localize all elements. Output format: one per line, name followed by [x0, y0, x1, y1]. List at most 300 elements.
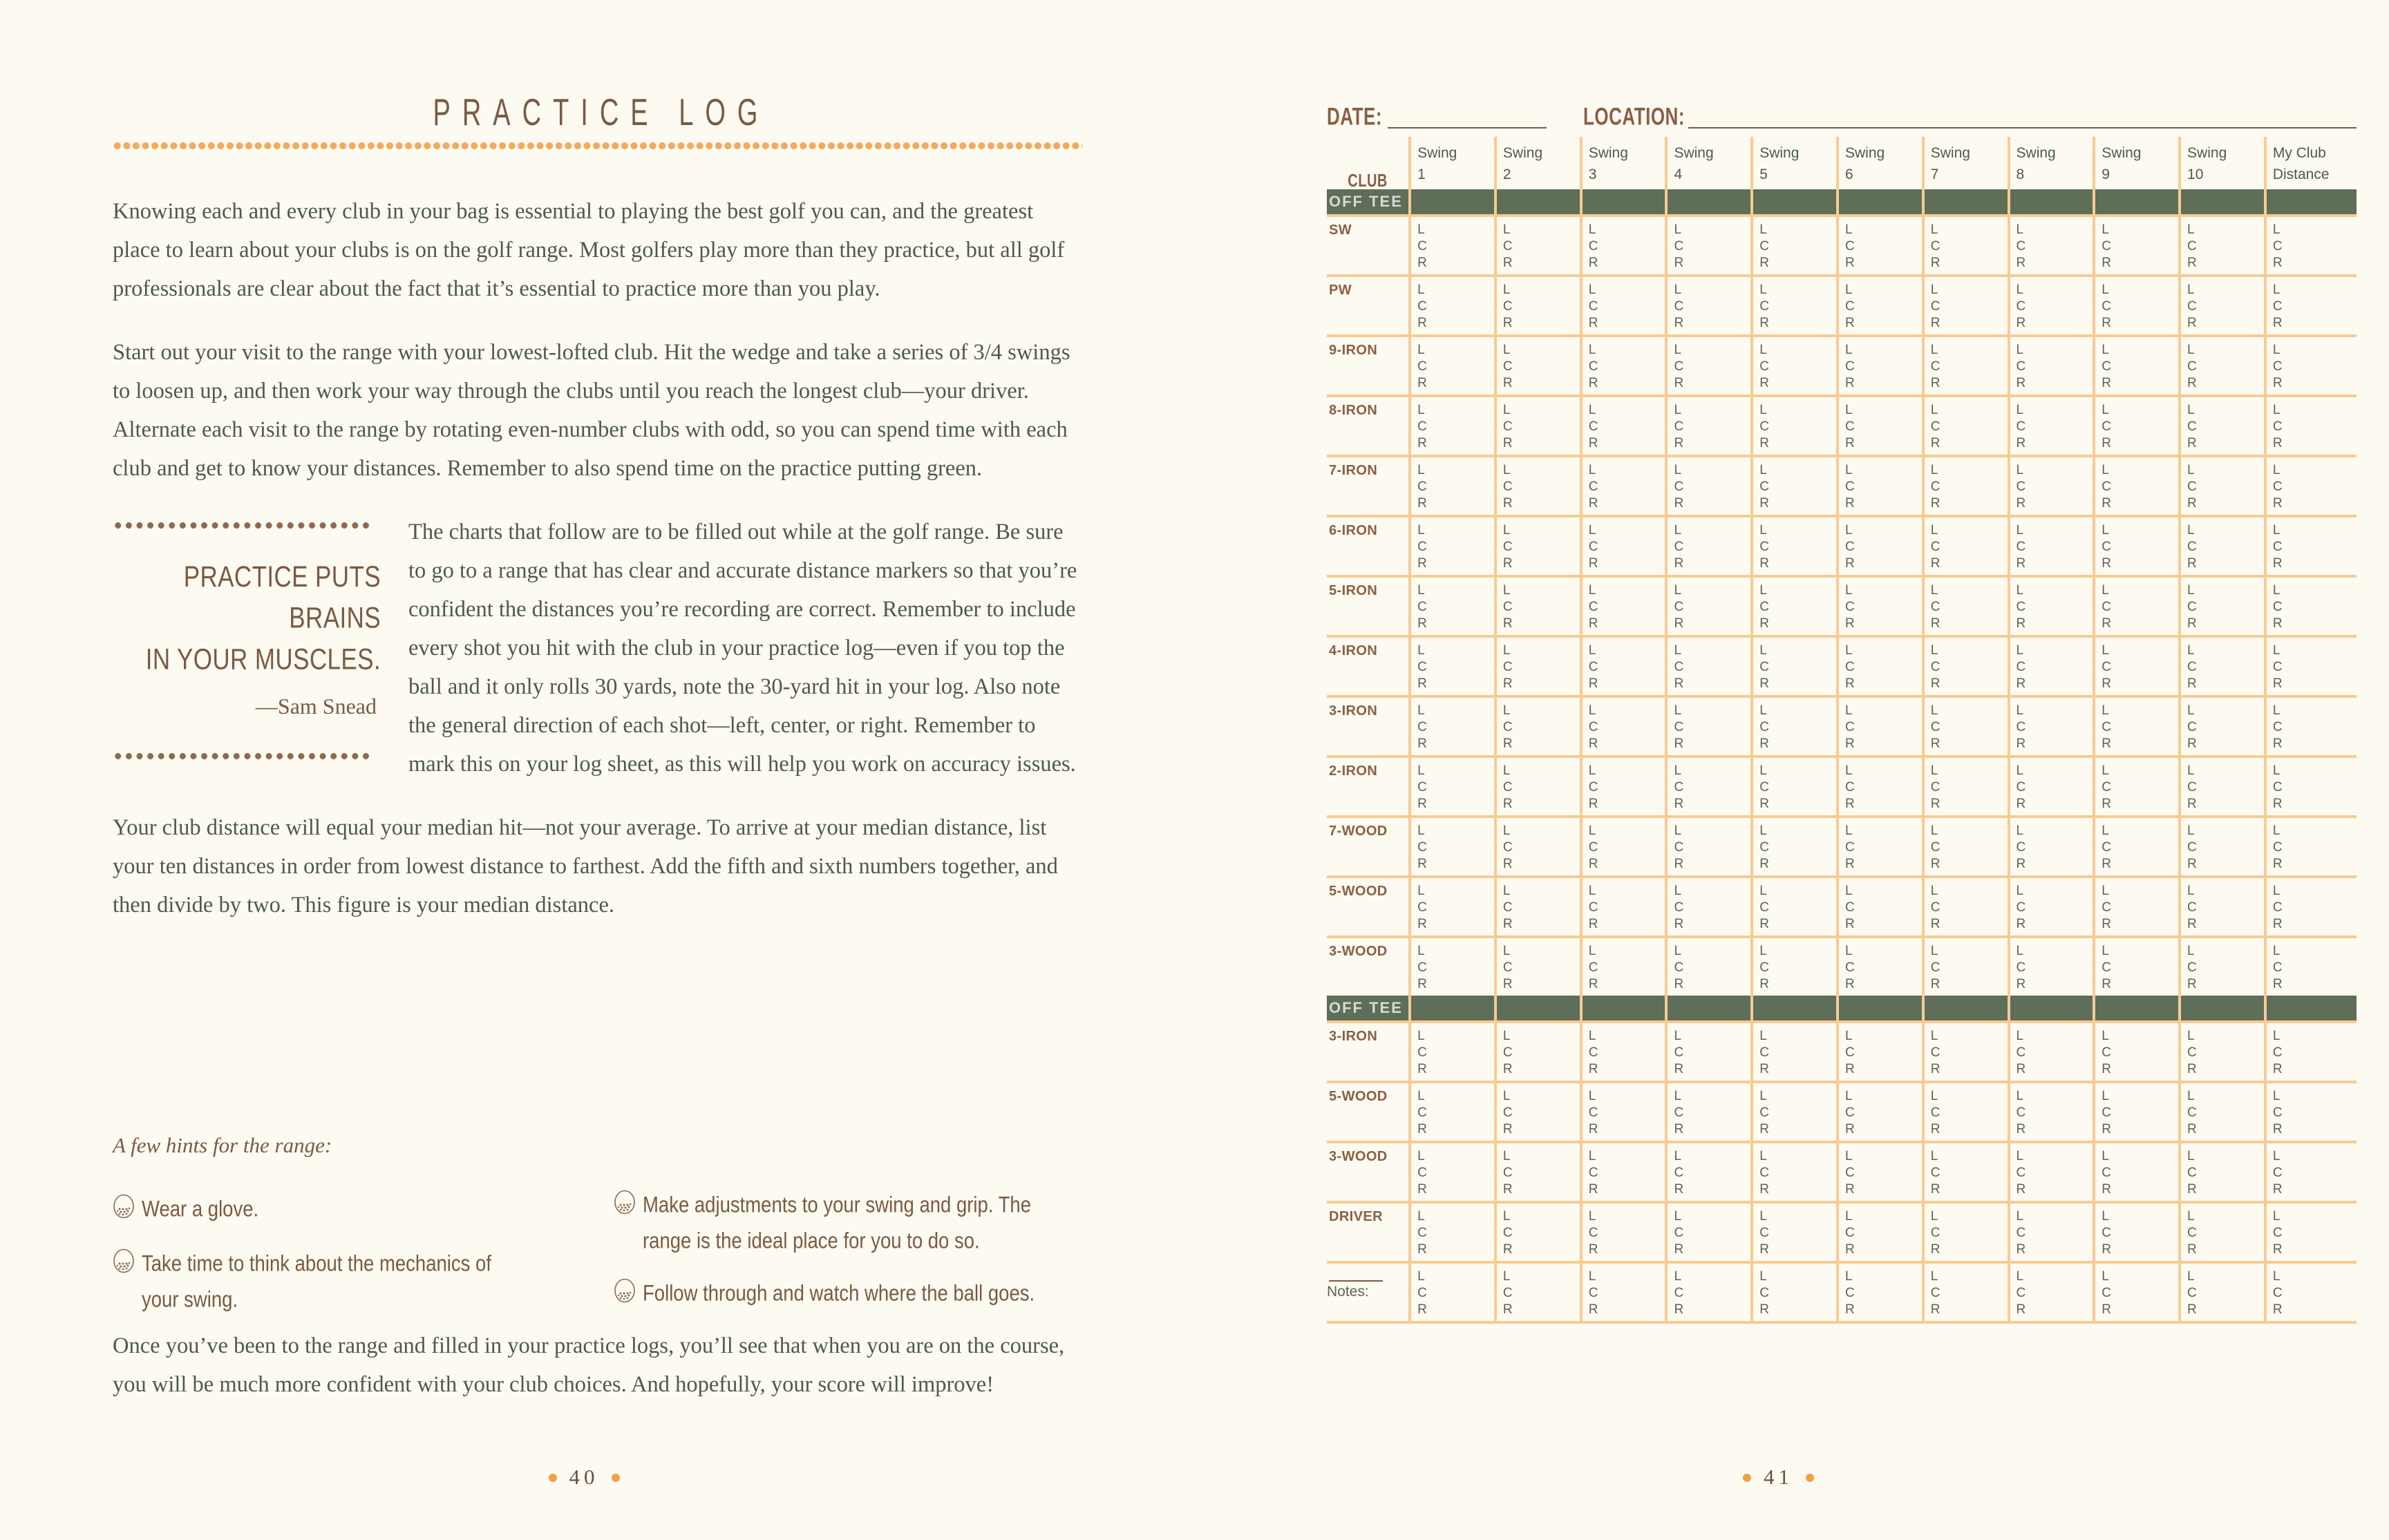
- direction-mark-l[interactable]: L: [2016, 222, 2024, 237]
- direction-mark-r[interactable]: R: [1417, 1182, 1427, 1197]
- direction-mark-c[interactable]: C: [1930, 840, 1941, 855]
- direction-mark-c[interactable]: C: [1417, 840, 1427, 855]
- direction-mark-c[interactable]: C: [1759, 780, 1769, 795]
- swing-entry-cell[interactable]: [1495, 757, 1581, 817]
- direction-mark-r[interactable]: R: [2016, 1302, 2026, 1317]
- direction-mark-r[interactable]: R: [1417, 917, 1427, 931]
- direction-mark-c[interactable]: C: [1588, 900, 1598, 915]
- direction-mark-r[interactable]: R: [2187, 977, 2197, 991]
- swing-entry-cell[interactable]: [1410, 1142, 1495, 1202]
- swing-entry-cell[interactable]: [1495, 877, 1581, 937]
- direction-mark-r[interactable]: R: [1674, 977, 1684, 991]
- direction-mark-r[interactable]: R: [2102, 616, 2112, 631]
- direction-mark-c[interactable]: C: [1588, 960, 1598, 975]
- direction-mark-r[interactable]: R: [1674, 436, 1684, 450]
- direction-mark-l[interactable]: L: [1674, 1269, 1682, 1284]
- swing-entry-cell[interactable]: [1495, 817, 1581, 877]
- direction-mark-r[interactable]: R: [1844, 1062, 1855, 1076]
- swing-entry-cell[interactable]: [1666, 1142, 1752, 1202]
- swing-entry-cell[interactable]: [1495, 396, 1581, 456]
- my-club-distance-cell[interactable]: [2265, 1142, 2357, 1202]
- direction-mark-l[interactable]: L: [2016, 944, 2024, 958]
- swing-entry-cell[interactable]: [1495, 1202, 1581, 1262]
- direction-mark-c[interactable]: C: [2187, 660, 2197, 674]
- direction-mark-c[interactable]: C: [2016, 299, 2026, 314]
- direction-mark-c[interactable]: C: [2016, 1105, 2026, 1120]
- swing-entry-cell[interactable]: [1838, 216, 1923, 276]
- direction-mark-l[interactable]: L: [1588, 523, 1596, 538]
- direction-mark-r[interactable]: R: [2187, 1182, 2197, 1197]
- direction-mark-l[interactable]: L: [2187, 763, 2195, 778]
- direction-mark-r[interactable]: R: [2102, 736, 2112, 751]
- direction-mark-l[interactable]: L: [2102, 583, 2109, 598]
- direction-mark-l[interactable]: L: [1588, 463, 1596, 477]
- swing-entry-cell[interactable]: [1666, 516, 1752, 576]
- direction-mark-l[interactable]: L: [1930, 403, 1938, 417]
- direction-mark-l[interactable]: L: [1502, 703, 1511, 718]
- direction-mark-c[interactable]: C: [1502, 1226, 1513, 1240]
- direction-mark-l[interactable]: L: [2016, 283, 2024, 297]
- swing-entry-cell[interactable]: [1410, 576, 1495, 636]
- custom-club-input-line[interactable]: [1329, 1269, 1383, 1282]
- direction-mark-r[interactable]: R: [1759, 1062, 1769, 1076]
- direction-mark-l[interactable]: L: [1417, 703, 1425, 718]
- direction-mark-c[interactable]: C: [1759, 960, 1769, 975]
- direction-mark-l[interactable]: L: [2187, 283, 2195, 297]
- direction-mark-r[interactable]: R: [1844, 1122, 1855, 1137]
- direction-mark-r[interactable]: R: [1588, 616, 1598, 631]
- direction-mark-c[interactable]: C: [1674, 1226, 1684, 1240]
- direction-mark-r[interactable]: R: [2102, 917, 2112, 931]
- direction-mark-l[interactable]: L: [1502, 884, 1511, 898]
- swing-entry-cell[interactable]: [1923, 456, 2009, 516]
- direction-mark-l[interactable]: L: [1844, 222, 1853, 237]
- direction-mark-l[interactable]: L: [1759, 884, 1767, 898]
- direction-mark-c[interactable]: C: [1674, 660, 1684, 674]
- direction-mark-r[interactable]: R: [1844, 436, 1855, 450]
- direction-mark-r[interactable]: R: [1502, 1302, 1513, 1317]
- direction-mark-l[interactable]: L: [1502, 944, 1511, 958]
- direction-mark-l[interactable]: L: [1588, 643, 1596, 658]
- swing-entry-cell[interactable]: [2180, 216, 2265, 276]
- direction-mark-l[interactable]: L: [1417, 1029, 1425, 1043]
- swing-entry-cell[interactable]: [1581, 576, 1667, 636]
- direction-mark-r[interactable]: R: [1417, 316, 1427, 330]
- direction-mark-l[interactable]: L: [1588, 283, 1596, 297]
- swing-entry-cell[interactable]: [1923, 877, 2009, 937]
- direction-mark-r[interactable]: R: [2187, 376, 2197, 390]
- direction-mark-c[interactable]: C: [1417, 1105, 1427, 1120]
- direction-mark-l[interactable]: L: [1674, 703, 1682, 718]
- direction-mark-r[interactable]: R: [2016, 676, 2026, 691]
- direction-mark-l[interactable]: L: [1930, 944, 1938, 958]
- direction-mark-r[interactable]: R: [1417, 1062, 1427, 1076]
- direction-mark-r[interactable]: R: [2272, 256, 2283, 270]
- direction-mark-l[interactable]: L: [2016, 884, 2024, 898]
- direction-mark-r[interactable]: R: [1588, 316, 1598, 330]
- direction-mark-c[interactable]: C: [1588, 1226, 1598, 1240]
- direction-mark-r[interactable]: R: [1417, 1302, 1427, 1317]
- swing-entry-cell[interactable]: [1666, 1082, 1752, 1142]
- swing-entry-cell[interactable]: [1752, 516, 1838, 576]
- direction-mark-r[interactable]: R: [2187, 616, 2197, 631]
- swing-entry-cell[interactable]: [1410, 937, 1495, 996]
- swing-entry-cell[interactable]: [1838, 1082, 1923, 1142]
- direction-mark-l[interactable]: L: [1588, 1149, 1596, 1163]
- direction-mark-c[interactable]: C: [2016, 419, 2026, 434]
- swing-entry-cell[interactable]: [2180, 516, 2265, 576]
- direction-mark-l[interactable]: L: [1844, 1149, 1853, 1163]
- direction-mark-l[interactable]: L: [1674, 403, 1682, 417]
- direction-mark-r[interactable]: R: [1844, 376, 1855, 390]
- direction-mark-l[interactable]: L: [2272, 523, 2281, 538]
- direction-mark-r[interactable]: R: [1588, 436, 1598, 450]
- direction-mark-l[interactable]: L: [1759, 824, 1767, 838]
- direction-mark-l[interactable]: L: [2187, 703, 2195, 718]
- direction-mark-c[interactable]: C: [2102, 239, 2112, 254]
- direction-mark-l[interactable]: L: [1674, 1149, 1682, 1163]
- direction-mark-c[interactable]: C: [2272, 1166, 2283, 1180]
- direction-mark-c[interactable]: C: [1759, 900, 1769, 915]
- swing-entry-cell[interactable]: [1666, 336, 1752, 396]
- direction-mark-c[interactable]: C: [2016, 359, 2026, 374]
- direction-mark-c[interactable]: C: [1502, 780, 1513, 795]
- direction-mark-r[interactable]: R: [1417, 616, 1427, 631]
- direction-mark-c[interactable]: C: [2187, 1045, 2197, 1060]
- direction-mark-r[interactable]: R: [1502, 316, 1513, 330]
- swing-entry-cell[interactable]: [1666, 877, 1752, 937]
- direction-mark-l[interactable]: L: [1759, 403, 1767, 417]
- direction-mark-r[interactable]: R: [1930, 1122, 1941, 1137]
- direction-mark-r[interactable]: R: [2016, 256, 2026, 270]
- direction-mark-r[interactable]: R: [2102, 797, 2112, 811]
- direction-mark-r[interactable]: R: [1588, 797, 1598, 811]
- direction-mark-c[interactable]: C: [1502, 720, 1513, 734]
- direction-mark-r[interactable]: R: [2016, 496, 2026, 511]
- direction-mark-c[interactable]: C: [2016, 960, 2026, 975]
- direction-mark-l[interactable]: L: [1417, 403, 1425, 417]
- direction-mark-c[interactable]: C: [2187, 479, 2197, 494]
- direction-mark-l[interactable]: L: [2272, 763, 2281, 778]
- direction-mark-c[interactable]: C: [2102, 1166, 2112, 1180]
- swing-entry-cell[interactable]: [1923, 516, 2009, 576]
- direction-mark-l[interactable]: L: [2102, 1149, 2109, 1163]
- swing-entry-cell[interactable]: [1923, 276, 2009, 336]
- direction-mark-c[interactable]: C: [1674, 960, 1684, 975]
- swing-entry-cell[interactable]: [1495, 516, 1581, 576]
- direction-mark-l[interactable]: L: [1674, 283, 1682, 297]
- direction-mark-r[interactable]: R: [2016, 917, 2026, 931]
- direction-mark-r[interactable]: R: [2187, 917, 2197, 931]
- direction-mark-c[interactable]: C: [2102, 900, 2112, 915]
- direction-mark-r[interactable]: R: [1588, 1062, 1598, 1076]
- direction-mark-r[interactable]: R: [1674, 376, 1684, 390]
- swing-entry-cell[interactable]: [1752, 817, 1838, 877]
- direction-mark-c[interactable]: C: [1502, 1105, 1513, 1120]
- direction-mark-c[interactable]: C: [1502, 960, 1513, 975]
- direction-mark-l[interactable]: L: [1417, 763, 1425, 778]
- direction-mark-c[interactable]: C: [1502, 1166, 1513, 1180]
- direction-mark-c[interactable]: C: [1674, 840, 1684, 855]
- direction-mark-c[interactable]: C: [1502, 419, 1513, 434]
- direction-mark-l[interactable]: L: [1759, 343, 1767, 357]
- swing-entry-cell[interactable]: [1581, 336, 1667, 396]
- swing-entry-cell[interactable]: [1666, 937, 1752, 996]
- direction-mark-r[interactable]: R: [1417, 1122, 1427, 1137]
- direction-mark-c[interactable]: C: [2272, 1226, 2283, 1240]
- direction-mark-l[interactable]: L: [2102, 523, 2109, 538]
- direction-mark-l[interactable]: L: [1844, 523, 1853, 538]
- direction-mark-l[interactable]: L: [1930, 523, 1938, 538]
- direction-mark-c[interactable]: C: [1588, 1166, 1598, 1180]
- direction-mark-l[interactable]: L: [1930, 824, 1938, 838]
- direction-mark-c[interactable]: C: [2102, 660, 2112, 674]
- direction-mark-r[interactable]: R: [2102, 556, 2112, 571]
- my-club-distance-cell[interactable]: [2265, 937, 2357, 996]
- direction-mark-r[interactable]: R: [1759, 436, 1769, 450]
- direction-mark-r[interactable]: R: [1674, 616, 1684, 631]
- direction-mark-l[interactable]: L: [2102, 1269, 2109, 1284]
- my-club-distance-cell[interactable]: [2265, 696, 2357, 757]
- direction-mark-c[interactable]: C: [2187, 299, 2197, 314]
- direction-mark-c[interactable]: C: [1759, 660, 1769, 674]
- direction-mark-l[interactable]: L: [2016, 343, 2024, 357]
- swing-entry-cell[interactable]: [1410, 276, 1495, 336]
- direction-mark-l[interactable]: L: [1502, 1209, 1511, 1224]
- swing-entry-cell[interactable]: [1410, 757, 1495, 817]
- direction-mark-c[interactable]: C: [2016, 239, 2026, 254]
- direction-mark-l[interactable]: L: [1930, 283, 1938, 297]
- direction-mark-c[interactable]: C: [2187, 359, 2197, 374]
- swing-entry-cell[interactable]: [1838, 1022, 1923, 1082]
- direction-mark-c[interactable]: C: [2016, 840, 2026, 855]
- direction-mark-c[interactable]: C: [1417, 239, 1427, 254]
- direction-mark-c[interactable]: C: [1930, 1226, 1941, 1240]
- swing-entry-cell[interactable]: [1495, 1262, 1581, 1322]
- direction-mark-c[interactable]: C: [2016, 900, 2026, 915]
- direction-mark-l[interactable]: L: [1588, 1089, 1596, 1103]
- direction-mark-l[interactable]: L: [2187, 824, 2195, 838]
- direction-mark-c[interactable]: C: [2272, 299, 2283, 314]
- direction-mark-c[interactable]: C: [1502, 359, 1513, 374]
- direction-mark-l[interactable]: L: [1417, 944, 1425, 958]
- direction-mark-c[interactable]: C: [2272, 540, 2283, 554]
- direction-mark-c[interactable]: C: [1759, 540, 1769, 554]
- direction-mark-c[interactable]: C: [2272, 720, 2283, 734]
- direction-mark-c[interactable]: C: [2272, 239, 2283, 254]
- swing-entry-cell[interactable]: [1923, 1022, 2009, 1082]
- swing-entry-cell[interactable]: [1838, 937, 1923, 996]
- swing-entry-cell[interactable]: [1410, 877, 1495, 937]
- direction-mark-r[interactable]: R: [2187, 1242, 2197, 1257]
- swing-entry-cell[interactable]: [2009, 1082, 2095, 1142]
- direction-mark-r[interactable]: R: [1674, 1242, 1684, 1257]
- direction-mark-r[interactable]: R: [2272, 1182, 2283, 1197]
- direction-mark-r[interactable]: R: [1674, 1182, 1684, 1197]
- direction-mark-c[interactable]: C: [1759, 419, 1769, 434]
- swing-entry-cell[interactable]: [2094, 396, 2180, 456]
- swing-entry-cell[interactable]: [2009, 757, 2095, 817]
- swing-entry-cell[interactable]: [2094, 456, 2180, 516]
- direction-mark-r[interactable]: R: [2187, 556, 2197, 571]
- swing-entry-cell[interactable]: [2180, 937, 2265, 996]
- direction-mark-r[interactable]: R: [1844, 797, 1855, 811]
- direction-mark-l[interactable]: L: [1417, 643, 1425, 658]
- direction-mark-c[interactable]: C: [2102, 720, 2112, 734]
- direction-mark-l[interactable]: L: [1674, 523, 1682, 538]
- swing-entry-cell[interactable]: [1752, 757, 1838, 817]
- direction-mark-c[interactable]: C: [1844, 1286, 1855, 1300]
- direction-mark-c[interactable]: C: [2102, 419, 2112, 434]
- direction-mark-c[interactable]: C: [1930, 479, 1941, 494]
- direction-mark-l[interactable]: L: [2187, 944, 2195, 958]
- direction-mark-c[interactable]: C: [2016, 1286, 2026, 1300]
- swing-entry-cell[interactable]: [1666, 1202, 1752, 1262]
- direction-mark-l[interactable]: L: [1844, 824, 1853, 838]
- direction-mark-l[interactable]: L: [1674, 343, 1682, 357]
- swing-entry-cell[interactable]: [1752, 576, 1838, 636]
- direction-mark-r[interactable]: R: [2187, 797, 2197, 811]
- direction-mark-c[interactable]: C: [1674, 780, 1684, 795]
- direction-mark-l[interactable]: L: [1759, 763, 1767, 778]
- swing-entry-cell[interactable]: [1581, 516, 1667, 576]
- direction-mark-l[interactable]: L: [2187, 884, 2195, 898]
- direction-mark-r[interactable]: R: [1588, 256, 1598, 270]
- direction-mark-r[interactable]: R: [1502, 616, 1513, 631]
- direction-mark-c[interactable]: C: [1844, 359, 1855, 374]
- direction-mark-l[interactable]: L: [1844, 1209, 1853, 1224]
- direction-mark-r[interactable]: R: [2272, 376, 2283, 390]
- direction-mark-c[interactable]: C: [2102, 960, 2112, 975]
- direction-mark-l[interactable]: L: [2102, 703, 2109, 718]
- direction-mark-c[interactable]: C: [2016, 1226, 2026, 1240]
- direction-mark-l[interactable]: L: [2272, 643, 2281, 658]
- direction-mark-c[interactable]: C: [2272, 1045, 2283, 1060]
- direction-mark-c[interactable]: C: [2272, 479, 2283, 494]
- swing-entry-cell[interactable]: [1581, 456, 1667, 516]
- swing-entry-cell[interactable]: [1495, 1082, 1581, 1142]
- direction-mark-c[interactable]: C: [1588, 780, 1598, 795]
- direction-mark-r[interactable]: R: [1588, 1302, 1598, 1317]
- swing-entry-cell[interactable]: [1666, 396, 1752, 456]
- direction-mark-r[interactable]: R: [1759, 736, 1769, 751]
- direction-mark-r[interactable]: R: [1417, 736, 1427, 751]
- swing-entry-cell[interactable]: [2009, 276, 2095, 336]
- direction-mark-r[interactable]: R: [2102, 1182, 2112, 1197]
- direction-mark-r[interactable]: R: [2272, 857, 2283, 871]
- direction-mark-l[interactable]: L: [2016, 1269, 2024, 1284]
- swing-entry-cell[interactable]: [2094, 216, 2180, 276]
- swing-entry-cell[interactable]: [1923, 396, 2009, 456]
- direction-mark-c[interactable]: C: [1759, 1105, 1769, 1120]
- direction-mark-c[interactable]: C: [1930, 299, 1941, 314]
- swing-entry-cell[interactable]: [1923, 1082, 2009, 1142]
- direction-mark-r[interactable]: R: [2016, 1122, 2026, 1137]
- my-club-distance-cell[interactable]: [2265, 456, 2357, 516]
- direction-mark-c[interactable]: C: [1844, 419, 1855, 434]
- direction-mark-c[interactable]: C: [1502, 660, 1513, 674]
- direction-mark-c[interactable]: C: [1930, 600, 1941, 614]
- direction-mark-r[interactable]: R: [1930, 376, 1941, 390]
- direction-mark-c[interactable]: C: [2102, 1045, 2112, 1060]
- direction-mark-l[interactable]: L: [1674, 1029, 1682, 1043]
- direction-mark-c[interactable]: C: [1417, 1286, 1427, 1300]
- direction-mark-c[interactable]: C: [1759, 1286, 1769, 1300]
- direction-mark-r[interactable]: R: [1674, 556, 1684, 571]
- direction-mark-c[interactable]: C: [2102, 840, 2112, 855]
- swing-entry-cell[interactable]: [2009, 516, 2095, 576]
- direction-mark-c[interactable]: C: [1930, 660, 1941, 674]
- direction-mark-r[interactable]: R: [1844, 736, 1855, 751]
- direction-mark-l[interactable]: L: [2187, 583, 2195, 598]
- direction-mark-r[interactable]: R: [1588, 1242, 1598, 1257]
- direction-mark-c[interactable]: C: [1417, 720, 1427, 734]
- direction-mark-r[interactable]: R: [1759, 857, 1769, 871]
- direction-mark-r[interactable]: R: [2187, 736, 2197, 751]
- direction-mark-r[interactable]: R: [2102, 1062, 2112, 1076]
- swing-entry-cell[interactable]: [1495, 216, 1581, 276]
- swing-entry-cell[interactable]: [2009, 817, 2095, 877]
- direction-mark-c[interactable]: C: [2187, 960, 2197, 975]
- direction-mark-c[interactable]: C: [1759, 1166, 1769, 1180]
- direction-mark-r[interactable]: R: [1417, 676, 1427, 691]
- direction-mark-c[interactable]: C: [1759, 600, 1769, 614]
- direction-mark-r[interactable]: R: [1674, 1062, 1684, 1076]
- direction-mark-r[interactable]: R: [1674, 1302, 1684, 1317]
- direction-mark-c[interactable]: C: [2272, 900, 2283, 915]
- direction-mark-l[interactable]: L: [2102, 283, 2109, 297]
- swing-entry-cell[interactable]: [1581, 276, 1667, 336]
- swing-entry-cell[interactable]: [1752, 216, 1838, 276]
- direction-mark-r[interactable]: R: [1502, 797, 1513, 811]
- direction-mark-r[interactable]: R: [2272, 1302, 2283, 1317]
- direction-mark-l[interactable]: L: [2187, 1029, 2195, 1043]
- direction-mark-r[interactable]: R: [1588, 376, 1598, 390]
- direction-mark-c[interactable]: C: [1844, 479, 1855, 494]
- direction-mark-r[interactable]: R: [2187, 1062, 2197, 1076]
- direction-mark-r[interactable]: R: [2272, 736, 2283, 751]
- direction-mark-l[interactable]: L: [1502, 1269, 1511, 1284]
- my-club-distance-cell[interactable]: [2265, 216, 2357, 276]
- direction-mark-c[interactable]: C: [2272, 1105, 2283, 1120]
- direction-mark-l[interactable]: L: [1502, 463, 1511, 477]
- swing-entry-cell[interactable]: [2180, 636, 2265, 696]
- swing-entry-cell[interactable]: [1752, 877, 1838, 937]
- swing-entry-cell[interactable]: [1923, 576, 2009, 636]
- swing-entry-cell[interactable]: [2094, 937, 2180, 996]
- direction-mark-c[interactable]: C: [1930, 720, 1941, 734]
- direction-mark-l[interactable]: L: [1930, 1029, 1938, 1043]
- direction-mark-l[interactable]: L: [1844, 1269, 1853, 1284]
- direction-mark-r[interactable]: R: [1930, 436, 1941, 450]
- direction-mark-r[interactable]: R: [2272, 1242, 2283, 1257]
- direction-mark-r[interactable]: R: [2102, 1122, 2112, 1137]
- swing-entry-cell[interactable]: [2180, 276, 2265, 336]
- direction-mark-l[interactable]: L: [2187, 1089, 2195, 1103]
- direction-mark-r[interactable]: R: [1759, 616, 1769, 631]
- direction-mark-r[interactable]: R: [2187, 496, 2197, 511]
- direction-mark-r[interactable]: R: [1759, 316, 1769, 330]
- direction-mark-c[interactable]: C: [2187, 419, 2197, 434]
- direction-mark-l[interactable]: L: [1930, 703, 1938, 718]
- direction-mark-c[interactable]: C: [1674, 479, 1684, 494]
- swing-entry-cell[interactable]: [2009, 1142, 2095, 1202]
- direction-mark-r[interactable]: R: [1930, 917, 1941, 931]
- direction-mark-c[interactable]: C: [1930, 960, 1941, 975]
- direction-mark-l[interactable]: L: [2272, 583, 2281, 598]
- swing-entry-cell[interactable]: [1495, 696, 1581, 757]
- direction-mark-l[interactable]: L: [2016, 1089, 2024, 1103]
